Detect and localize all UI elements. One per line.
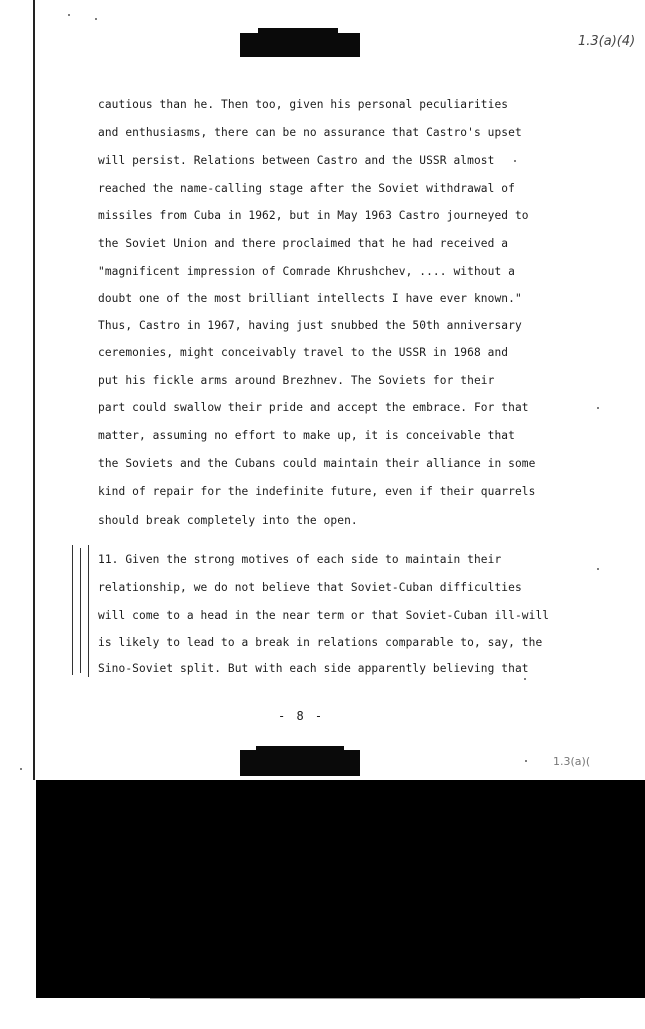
scan-speck — [525, 760, 527, 762]
body-line: cautious than he. Then too, given his personal peculiarities — [98, 98, 509, 111]
scan-speck — [597, 407, 599, 409]
body-line: and enthusiasms, there can be no assurance that Castro's upset — [98, 126, 522, 139]
body-line: "magnificent impression of Comrade Khrushchev, .... without a — [98, 265, 515, 278]
paragraph-11-line: 11. Given the strong motives of each side to maintain their — [98, 553, 502, 566]
redaction-bottom-bar — [240, 750, 360, 776]
body-line: will persist. Relations between Castro and the USSR almost — [98, 154, 495, 167]
paragraph-11-line: is likely to lead to a break in relations comparable to, say, the — [98, 636, 543, 649]
scan-speck — [514, 160, 516, 162]
scan-speck — [95, 18, 97, 20]
body-line: put his fickle arms around Brezhnev. The Soviets for their — [98, 374, 495, 387]
body-line: the Soviets and the Cubans could maintain their alliance in some — [98, 457, 536, 470]
paragraph-11-line: relationship, we do not believe that Soviet-Cuban difficulties — [98, 581, 522, 594]
classification-marking-bottom: 1.3(a)( — [553, 755, 591, 768]
paragraph-11-line: Sino-Soviet split. But with each side apparently believing that — [98, 662, 529, 675]
margin-mark-line — [72, 545, 73, 675]
paragraph-11-line: will come to a head in the near term or that Soviet-Cuban ill-will — [98, 609, 550, 622]
page-left-border — [33, 0, 35, 780]
scan-speck — [68, 14, 70, 16]
body-line: should break completely into the open. — [98, 514, 358, 527]
body-line: doubt one of the most brilliant intellects I have ever known." — [98, 292, 522, 305]
scan-speck — [597, 568, 599, 570]
scan-speck — [524, 678, 526, 680]
body-line: kind of repair for the indefinite future, even if their quarrels — [98, 485, 536, 498]
scan-speck — [20, 768, 22, 770]
redaction-top-bar — [240, 33, 360, 57]
classification-marking-top: 1.3(a)(4) — [578, 34, 636, 49]
body-line: ceremonies, might conceivably travel to the USSR in 1968 and — [98, 346, 509, 359]
body-line: part could swallow their pride and accept the embrace. For that — [98, 401, 529, 414]
margin-mark-line — [80, 548, 81, 673]
body-line: reached the name-calling stage after the Soviet withdrawal of — [98, 182, 515, 195]
scan-edge-line — [150, 998, 580, 999]
redaction-block — [36, 780, 645, 998]
body-line: missiles from Cuba in 1962, but in May 1963 Castro journeyed to — [98, 209, 529, 222]
body-line: matter, assuming no effort to make up, it is conceivable that — [98, 429, 515, 442]
body-line: Thus, Castro in 1967, having just snubbed the 50th anniversary — [98, 319, 522, 332]
page-number: - 8 - — [278, 709, 325, 723]
body-line: the Soviet Union and there proclaimed that he had received a — [98, 237, 509, 250]
margin-mark-line — [88, 545, 89, 677]
